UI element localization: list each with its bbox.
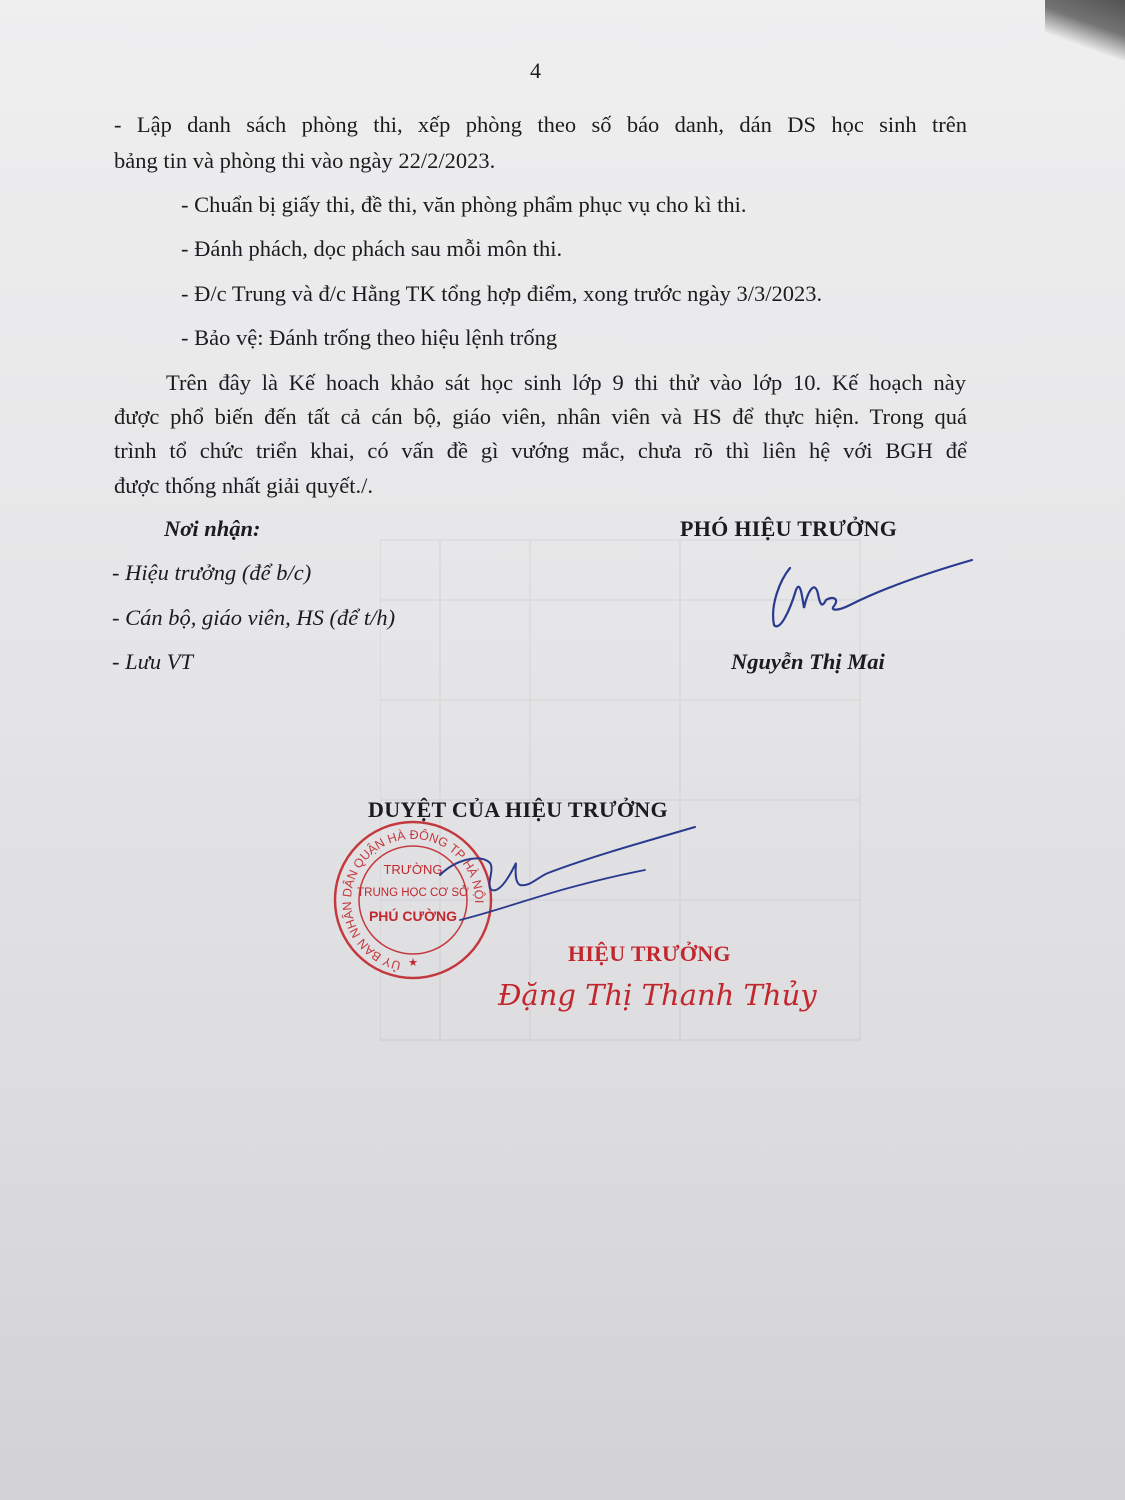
stamp-line-1: TRƯỜNG	[383, 862, 443, 877]
closing-line-3: trình tổ chức triển khai, có vấn đề gì vướng mắc, chưa rõ thì liên hệ với BGH để	[114, 438, 967, 463]
stamp-line-3: PHÚ CƯỜNG	[368, 908, 458, 924]
task-line-1-cont: bảng tin và phòng thi vào ngày 22/2/2023.	[114, 148, 496, 173]
stamp-ring-text: ỦY BAN NHÂN DÂN QUẬN HÀ ĐÔNG TP HÀ NỘI	[339, 827, 487, 973]
closing-line-1: Trên đây là Kế hoach khảo sát học sinh lớp 9 thi thử vào lớp 10. Kế hoạch này	[166, 370, 966, 395]
recipient-item: - Cán bộ, giáo viên, HS (để t/h)	[112, 605, 396, 630]
page-number: 4	[530, 58, 541, 83]
task-line-4: - Đ/c Trung và đ/c Hằng TK tổng hợp điểm, xong trước ngày 3/3/2023.	[181, 281, 823, 306]
principal-signature	[420, 815, 700, 935]
svg-text:★: ★	[408, 957, 418, 969]
deputy-title: PHÓ HIỆU TRƯỞNG	[680, 516, 898, 541]
page-corner-shadow	[1045, 0, 1125, 60]
principal-name: Đặng Thị Thanh Thủy	[498, 978, 817, 1012]
task-line-1: - Lập danh sách phòng thi, xếp phòng theo số báo danh, dán DS học sinh trên	[114, 112, 967, 137]
approval-heading: DUYỆT CỦA HIỆU TRƯỞNG	[368, 797, 668, 822]
deputy-name: Nguyễn Thị Mai	[731, 649, 885, 674]
closing-line-4: được thống nhất giải quyết./.	[114, 473, 374, 498]
task-line-5: - Bảo vệ: Đánh trống theo hiệu lệnh trống	[181, 325, 558, 350]
task-line-2: - Chuẩn bị giấy thi, đề thi, văn phòng phẩm phục vụ cho kì thi.	[181, 192, 747, 217]
stamp-line-2: TRUNG HỌC CƠ SỞ	[357, 887, 469, 899]
recipients-heading: Nơi nhận:	[164, 516, 261, 541]
closing-line-2: được phổ biến đến tất cả cán bộ, giáo viên, nhân viên và HS để thực hiện. Trong quá	[114, 404, 967, 429]
principal-title: HIỆU TRƯỞNG	[568, 941, 731, 966]
recipient-item: - Lưu VT	[112, 649, 194, 674]
task-line-3: - Đánh phách, dọc phách sau mỗi môn thi.	[181, 236, 563, 261]
recipient-item: - Hiệu trưởng (để b/c)	[112, 560, 312, 585]
deputy-signature	[760, 550, 980, 640]
